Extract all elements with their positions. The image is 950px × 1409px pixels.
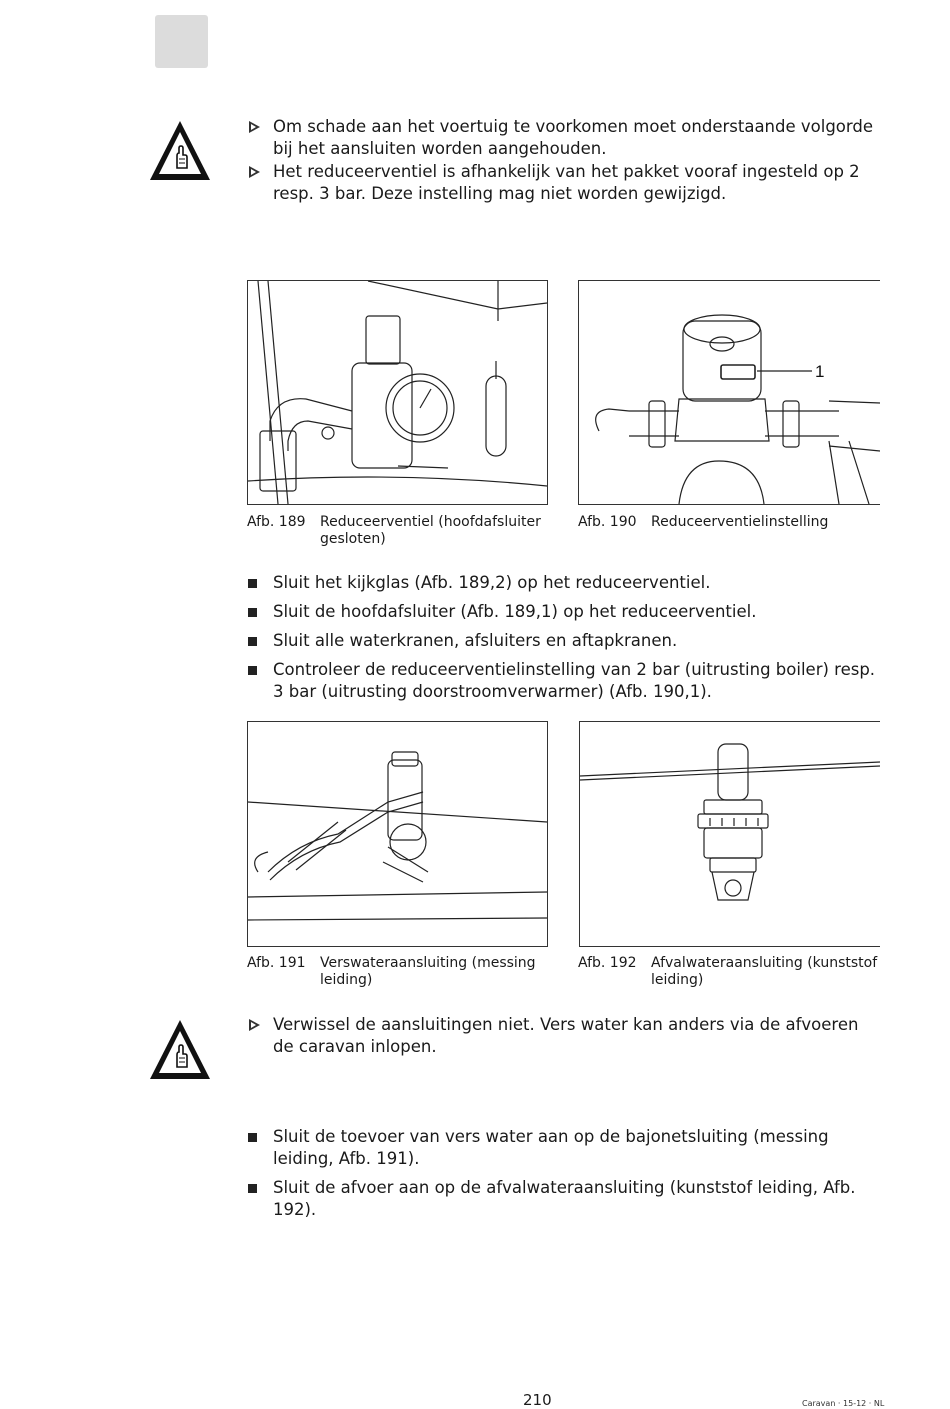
instruction-list-1 xyxy=(247,572,877,710)
document-reference: Caravan · 15-12 · NL xyxy=(802,1399,885,1408)
figure-191-image xyxy=(247,721,548,947)
figure-number: Afb. 191 xyxy=(247,955,306,971)
figure-caption-text: Reduceerventielinstelling xyxy=(651,514,829,530)
warning-list-2 xyxy=(247,1014,877,1059)
figure-190-callout: 1 xyxy=(815,362,825,381)
warning-hand-icon xyxy=(148,118,212,182)
warning-hand-icon xyxy=(148,1017,212,1081)
instruction-list-2 xyxy=(247,1126,877,1228)
figure-189-image xyxy=(247,280,548,505)
figure-191-caption xyxy=(247,955,546,991)
instruction-step: Controleer de reduceerventielinstelling van 2 bar (uitrusting boiler) resp. 3 bar (uitrusting doorstroomverwarmer) (Afb. 190,1). xyxy=(247,659,877,703)
figure-number: Afb. 190 xyxy=(578,514,637,530)
figure-192-image xyxy=(579,721,880,947)
figure-number: Afb. 189 xyxy=(247,514,306,530)
warning-item: Om schade aan het voertuig te voorkomen moet onderstaande volgorde bij het aansluiten worden aangehouden. xyxy=(247,116,877,160)
warning-item: Verwissel de aansluitingen niet. Vers water kan anders via de afvoeren de caravan inlopen. xyxy=(247,1014,877,1058)
figure-caption-text: Reduceerventiel (hoofdafsluiter gesloten) xyxy=(320,514,541,547)
instruction-step: Sluit alle waterkranen, afsluiters en aftapkranen. xyxy=(247,630,877,652)
page-number: 210 xyxy=(523,1391,552,1409)
warning-list-1 xyxy=(247,116,877,206)
figure-189-caption xyxy=(247,514,546,550)
figure-number: Afb. 192 xyxy=(578,955,637,971)
figure-190-caption xyxy=(578,514,878,532)
figure-192-caption xyxy=(578,955,878,991)
figure-caption-text: Afvalwateraansluiting (kunststof leiding) xyxy=(651,955,878,988)
figure-caption-text: Verswateraansluiting (messing leiding) xyxy=(320,955,536,988)
figure-190-image xyxy=(578,280,880,505)
instruction-step: Sluit het kijkglas (Afb. 189,2) op het reduceerventiel. xyxy=(247,572,877,594)
instruction-step: Sluit de toevoer van vers water aan op de bajonetsluiting (messing leiding, Afb. 191). xyxy=(247,1126,877,1170)
instruction-step: Sluit de hoofdafsluiter (Afb. 189,1) op het reduceerventiel. xyxy=(247,601,877,623)
warning-item: Het reduceerventiel is afhankelijk van het pakket vooraf ingesteld op 2 resp. 3 bar. Deze instelling mag niet worden gewijzigd. xyxy=(247,161,877,205)
chapter-tab xyxy=(155,15,208,68)
instruction-step: Sluit de afvoer aan op de afvalwateraansluiting (kunststof leiding, Afb. 192). xyxy=(247,1177,877,1221)
